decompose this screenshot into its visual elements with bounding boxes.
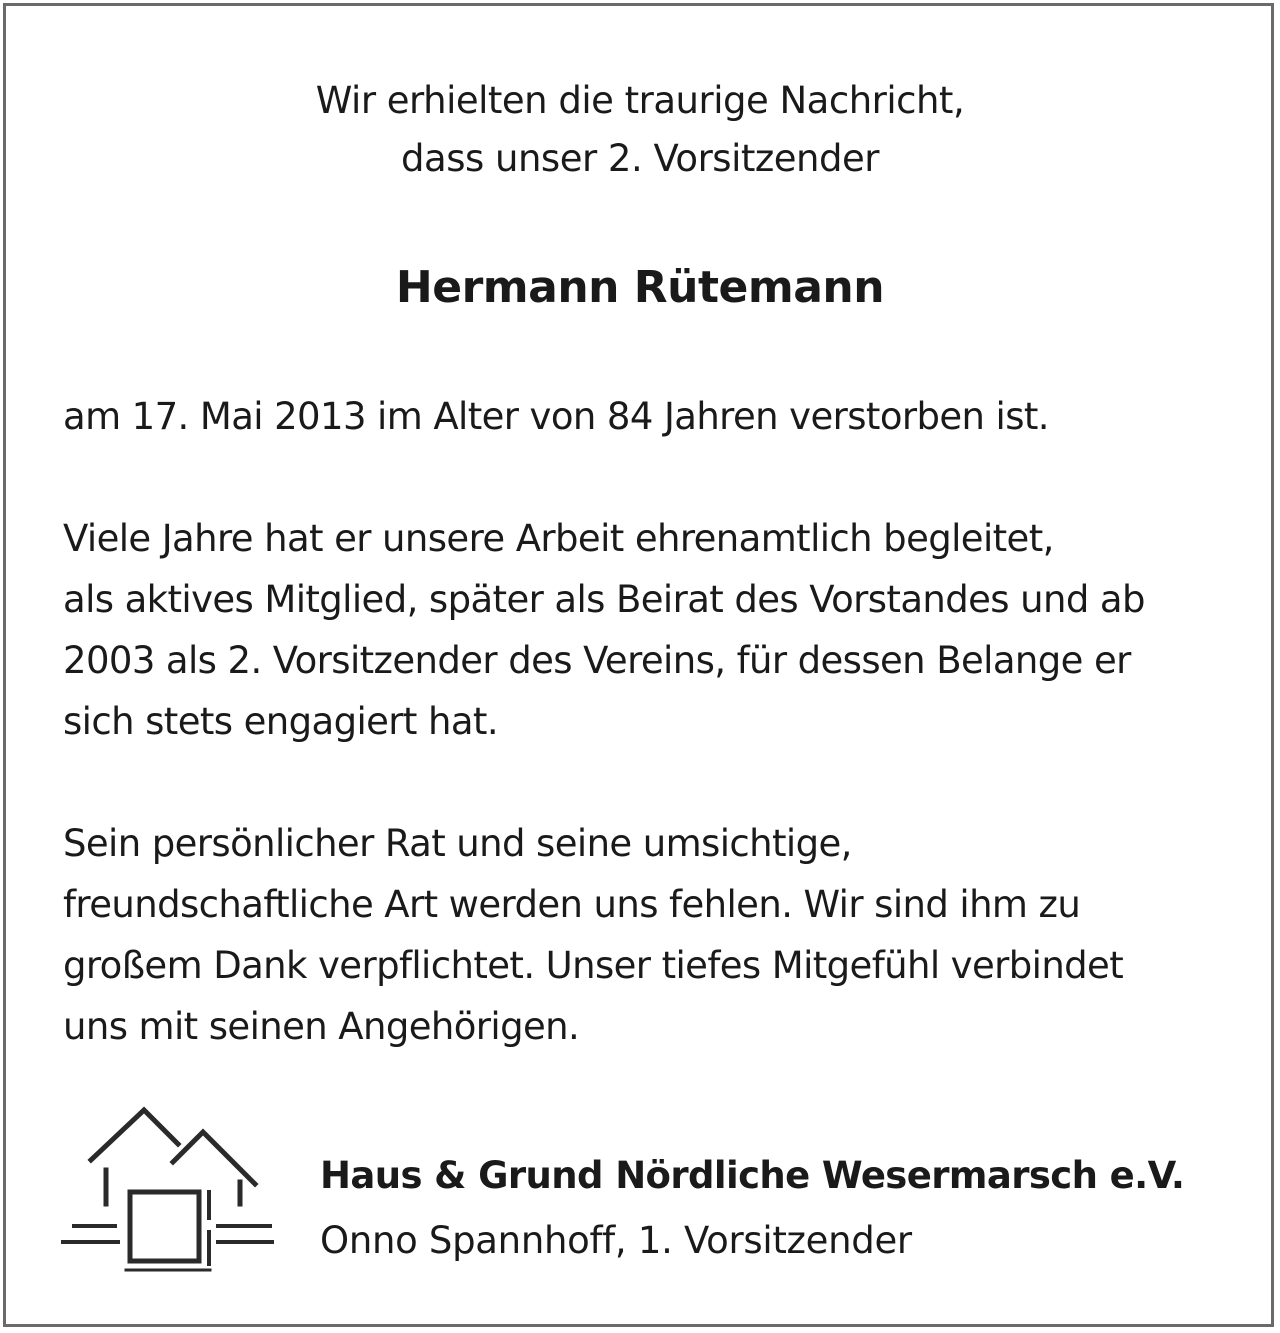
intro-text — [0, 72, 1280, 188]
paragraph-line: uns mit seinen Angehörigen. — [63, 1005, 580, 1048]
paragraph-line: Sein persönlicher Rat und seine umsichtige, — [63, 822, 852, 865]
intro-line-1: Wir erhielten die traurige Nachricht, — [315, 79, 965, 122]
intro-line-2: dass unser 2. Vorsitzender — [401, 137, 879, 180]
organization-name: Haus & Grund Nördliche Wesermarsch e.V. — [320, 1154, 1185, 1197]
paragraph-line: sich stets engagiert hat. — [63, 700, 498, 743]
houses-logo-icon — [60, 1100, 275, 1280]
paragraph-line: Viele Jahre hat er unsere Arbeit ehrenamtlich begleitet, — [63, 517, 1054, 560]
paragraph-line: freundschaftliche Art werden uns fehlen. Wir sind ihm zu — [63, 883, 1081, 926]
deceased-name: Hermann Rütemann — [395, 262, 885, 313]
paragraph-service — [63, 508, 1243, 752]
paragraph-line: großem Dank verpflichtet. Unser tiefes Mitgefühl verbindet — [63, 944, 1124, 987]
signer-name: Onno Spannhoff, 1. Vorsitzender — [320, 1219, 912, 1262]
paragraph-death-date — [63, 386, 1243, 447]
paragraph-condolence — [63, 813, 1243, 1057]
paragraph-line: 2003 als 2. Vorsitzender des Vereins, für dessen Belange er — [63, 639, 1131, 682]
paragraph-line: am 17. Mai 2013 im Alter von 84 Jahren verstorben ist. — [63, 395, 1049, 438]
paragraph-line: als aktives Mitglied, später als Beirat des Vorstandes und ab — [63, 578, 1145, 621]
